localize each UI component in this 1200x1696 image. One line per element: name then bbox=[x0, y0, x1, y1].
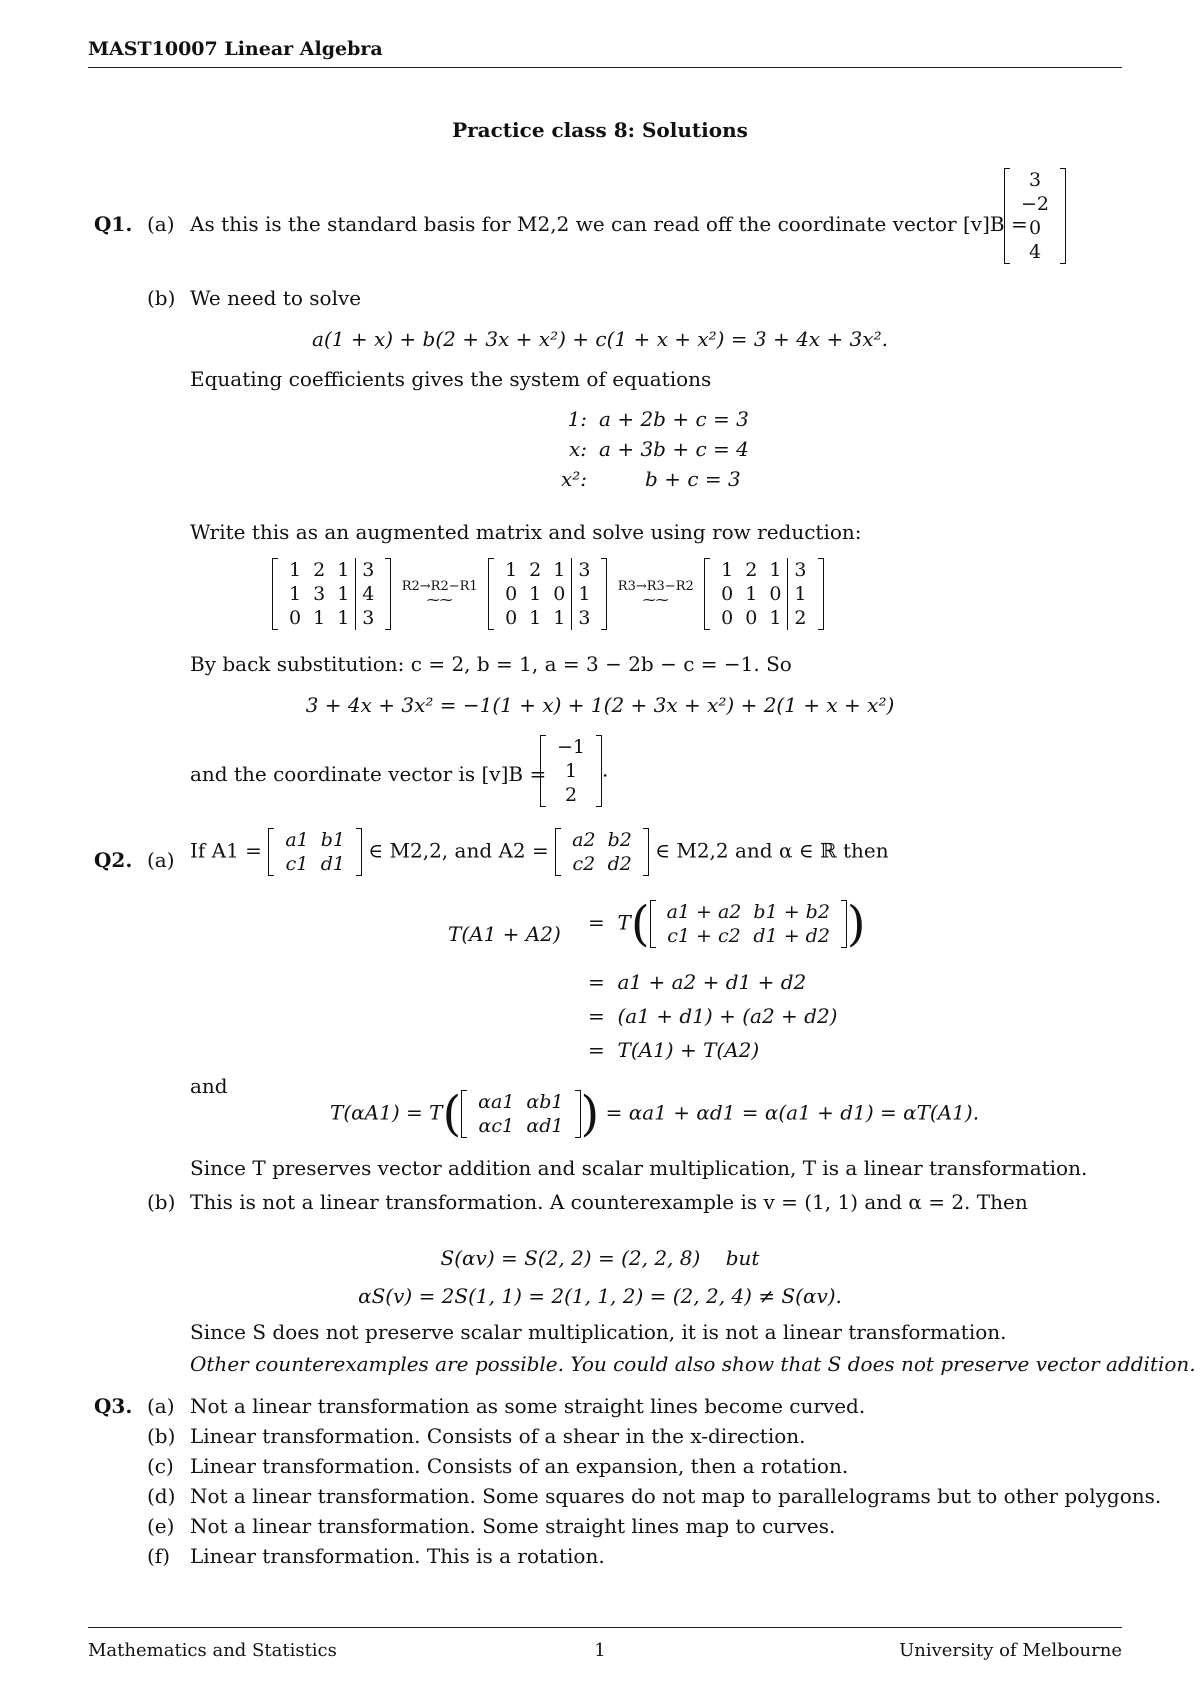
q3-label: Q3. bbox=[94, 1394, 133, 1418]
q3-item-label: (a) bbox=[147, 1394, 175, 1418]
q1-a-vector bbox=[1004, 168, 1066, 264]
matrix-cell: 1 bbox=[529, 607, 542, 629]
q2-b-text: This is not a linear transformation. A counterexample is v = (1, 1) and α = 2. Then bbox=[190, 1190, 1028, 1214]
matrix-cell: 1 bbox=[337, 559, 350, 581]
q3-item-label: (d) bbox=[147, 1484, 176, 1508]
matrix-cell: 3 bbox=[788, 558, 813, 582]
q2-a-line bbox=[190, 828, 889, 876]
matrix-cell: c2 bbox=[572, 853, 596, 875]
q1-b-equation: a(1 + x) + b(2 + 3x + x²) + c(1 + x + x²) = 3 + 4x + 3x². bbox=[312, 327, 888, 351]
q1-row-reduction bbox=[272, 558, 824, 630]
matrix-cell: 1 bbox=[553, 559, 566, 581]
q3-item-text: Not a linear transformation. Some squares do not map to parallelograms but to other polygons. bbox=[190, 1484, 1162, 1508]
matrix-cell: 0 bbox=[505, 583, 518, 605]
matrix-cell: 1 bbox=[337, 583, 350, 605]
q3-item-label: (c) bbox=[147, 1454, 174, 1478]
matrix-cell: 1 bbox=[769, 607, 782, 629]
system-lhs: x: bbox=[569, 437, 588, 461]
q2-b-eq2: αS(v) = 2S(1, 1) = 2(1, 1, 2) = (2, 2, 4) ≠ S(αv). bbox=[358, 1284, 842, 1308]
matrix-cell: 3 bbox=[313, 583, 326, 605]
matrix-cell: αa1 bbox=[478, 1091, 515, 1113]
matrix-cell: 0 bbox=[769, 583, 782, 605]
matrix-cell: 2 bbox=[788, 606, 813, 630]
matrix-cell: αd1 bbox=[526, 1115, 564, 1137]
matrix-cell: 0 bbox=[721, 583, 734, 605]
matrix-cell: αc1 bbox=[478, 1115, 515, 1137]
system-rhs: a + 3b + c = 4 bbox=[599, 437, 749, 461]
matrix-cell: b2 bbox=[607, 829, 632, 851]
q2-a-label: (a) bbox=[147, 848, 175, 872]
matrix-cell: 3 bbox=[572, 558, 597, 582]
matrix-cell: d2 bbox=[607, 853, 632, 875]
system-lhs: x²: bbox=[561, 467, 588, 491]
augmented-matrix-3 bbox=[704, 558, 823, 630]
matrix-cell: −2 bbox=[1021, 193, 1050, 215]
q2-sum-step3: = T(A1) + T(A2) bbox=[588, 1038, 760, 1062]
matrix-cell: 1 bbox=[788, 582, 813, 606]
matrix-cell: 0 bbox=[289, 607, 302, 629]
q1-label: Q1. bbox=[94, 212, 133, 236]
row-op-2: R3→R3−R2 ⁓⁓ bbox=[617, 578, 694, 608]
q2-sum-step2: = (a1 + d1) + (a2 + d2) bbox=[588, 1004, 838, 1028]
matrix-cell: 1 bbox=[572, 582, 597, 606]
matrix-cell: 0 bbox=[721, 607, 734, 629]
matrix-cell: 1 bbox=[721, 559, 734, 581]
augmented-matrix-2 bbox=[488, 558, 607, 630]
matrix-cell: 2 bbox=[745, 559, 758, 581]
q1-b-text: We need to solve bbox=[190, 286, 362, 310]
scalar-matrix bbox=[461, 1090, 580, 1138]
q2-in2: ∈ M2,2 and α ∈ ℝ then bbox=[655, 838, 889, 863]
q1-result-equation: 3 + 4x + 3x² = −1(1 + x) + 1(2 + 3x + x²) + 2(1 + x + x²) bbox=[305, 693, 895, 717]
q2-and: and bbox=[190, 1074, 228, 1098]
sum-matrix bbox=[650, 900, 847, 948]
matrix-cell: a1 bbox=[285, 829, 309, 851]
q1-coord-vector: −1 1 2 . bbox=[540, 735, 608, 807]
matrix-cell: b1 + b2 bbox=[753, 901, 830, 923]
footer-page: 1 bbox=[594, 1640, 606, 1661]
matrix-cell: −1 bbox=[557, 736, 586, 758]
matrix-cell: 0 bbox=[505, 607, 518, 629]
matrix-cell: 2 bbox=[564, 784, 578, 806]
q2-sum-eq0: = T( a1 + a2 b1 + b2 c1 + c2 d1 + d2 ) bbox=[588, 896, 866, 952]
matrix-cell: c1 bbox=[285, 853, 309, 875]
q1-coef-text: Equating coefficients gives the system of equations bbox=[190, 367, 712, 391]
row-op-1: R2→R2−R1 ⁓⁓ bbox=[401, 578, 478, 608]
matrix-cell: 3 bbox=[356, 606, 381, 630]
matrix-cell: a1 + a2 bbox=[666, 901, 742, 923]
matrix-cell: 1 bbox=[289, 559, 302, 581]
matrix-cell: 1 bbox=[337, 607, 350, 629]
matrix-cell: c1 + c2 bbox=[667, 925, 741, 947]
matrix-cell: 2 bbox=[529, 559, 542, 581]
matrix-cell: 2 bbox=[313, 559, 326, 581]
q1-a-text: As this is the standard basis for M2,2 we can read off the coordinate vector [v]B = bbox=[190, 212, 1028, 236]
q1-back-sub: By back substitution: c = 2, b = 1, a = 3 − 2b − c = −1. So bbox=[190, 652, 792, 676]
matrix-cell: 1 bbox=[564, 760, 578, 782]
q3-item-label: (e) bbox=[147, 1514, 175, 1538]
q2-b-label: (b) bbox=[147, 1190, 176, 1214]
footer-left: Mathematics and Statistics bbox=[88, 1640, 337, 1661]
q1-system bbox=[555, 404, 755, 494]
q3-item-text: Linear transformation. This is a rotation. bbox=[190, 1544, 605, 1568]
q2-b-note: Other counterexamples are possible. You could also show that S does not preserve vector addition. bbox=[190, 1352, 1196, 1376]
header-rule bbox=[88, 67, 1122, 68]
matrix-cell: 0 bbox=[1028, 217, 1042, 239]
q3-item-text: Not a linear transformation. Some straight lines map to curves. bbox=[190, 1514, 836, 1538]
q2-b-eq1: S(αv) = S(2, 2) = (2, 2, 8) but bbox=[440, 1246, 760, 1270]
q1-augmented-text: Write this as an augmented matrix and solve using row reduction: bbox=[190, 520, 862, 544]
q3-item-text: Not a linear transformation as some straight lines become curved. bbox=[190, 1394, 866, 1418]
matrix-cell: 3 bbox=[572, 606, 597, 630]
matrix-cell: 0 bbox=[745, 607, 758, 629]
matrix-cell: a2 bbox=[572, 829, 596, 851]
footer-rule bbox=[88, 1627, 1122, 1628]
q2-label: Q2. bbox=[94, 848, 133, 872]
q2-in1: ∈ M2,2, and A2 = bbox=[368, 838, 549, 863]
matrix-cell: 1 bbox=[769, 559, 782, 581]
matrix-cell: d1 + d2 bbox=[753, 925, 830, 947]
system-rhs: b + c = 3 bbox=[645, 467, 741, 491]
matrix-cell: 0 bbox=[553, 583, 566, 605]
q2-if: If A1 = bbox=[190, 838, 262, 863]
system-lhs: 1: bbox=[567, 407, 588, 431]
matrix-cell: 1 bbox=[505, 559, 518, 581]
matrix-A2 bbox=[555, 828, 649, 876]
matrix-A1 bbox=[268, 828, 362, 876]
header-course: MAST10007 Linear Algebra bbox=[88, 38, 383, 60]
matrix-cell: 3 bbox=[1028, 169, 1042, 191]
matrix-cell: 1 bbox=[289, 583, 302, 605]
q3-item-label: (b) bbox=[147, 1424, 176, 1448]
q3-item-text: Linear transformation. Consists of a shear in the x-direction. bbox=[190, 1424, 806, 1448]
q2-sum-lhs: T(A1 + A2) bbox=[448, 922, 561, 946]
matrix-cell: 1 bbox=[745, 583, 758, 605]
q1-b-label: (b) bbox=[147, 286, 176, 310]
matrix-cell: d1 bbox=[320, 853, 345, 875]
page-title: Practice class 8: Solutions bbox=[452, 118, 748, 142]
matrix-cell: 1 bbox=[313, 607, 326, 629]
q1-coord-text: and the coordinate vector is [v]B = bbox=[190, 762, 547, 786]
system-rhs: a + 2b + c = 3 bbox=[599, 407, 749, 431]
q2-scalar-line: T(αA1) = T( αa1 αb1 αc1 αd1 ) = αa1 + αd1 = α(a1 + d1) = αT(A1). bbox=[330, 1086, 980, 1142]
matrix-cell: αb1 bbox=[526, 1091, 564, 1113]
matrix-cell: 3 bbox=[356, 558, 381, 582]
matrix-cell: 1 bbox=[553, 607, 566, 629]
q2-b-conclusion: Since S does not preserve scalar multiplication, it is not a linear transformation. bbox=[190, 1320, 1007, 1344]
q3-item-label: (f) bbox=[147, 1544, 171, 1568]
matrix-cell: b1 bbox=[320, 829, 345, 851]
matrix-cell: 1 bbox=[529, 583, 542, 605]
footer-right: University of Melbourne bbox=[899, 1640, 1122, 1661]
matrix-cell: 4 bbox=[356, 582, 381, 606]
q1-a-label: (a) bbox=[147, 212, 175, 236]
q3-item-text: Linear transformation. Consists of an expansion, then a rotation. bbox=[190, 1454, 849, 1478]
q2-sum-step1: = a1 + a2 + d1 + d2 bbox=[588, 970, 807, 994]
matrix-cell: 4 bbox=[1028, 241, 1042, 263]
augmented-matrix-1 bbox=[272, 558, 391, 630]
q2-conclusion: Since T preserves vector addition and scalar multiplication, T is a linear transformation. bbox=[190, 1156, 1088, 1180]
